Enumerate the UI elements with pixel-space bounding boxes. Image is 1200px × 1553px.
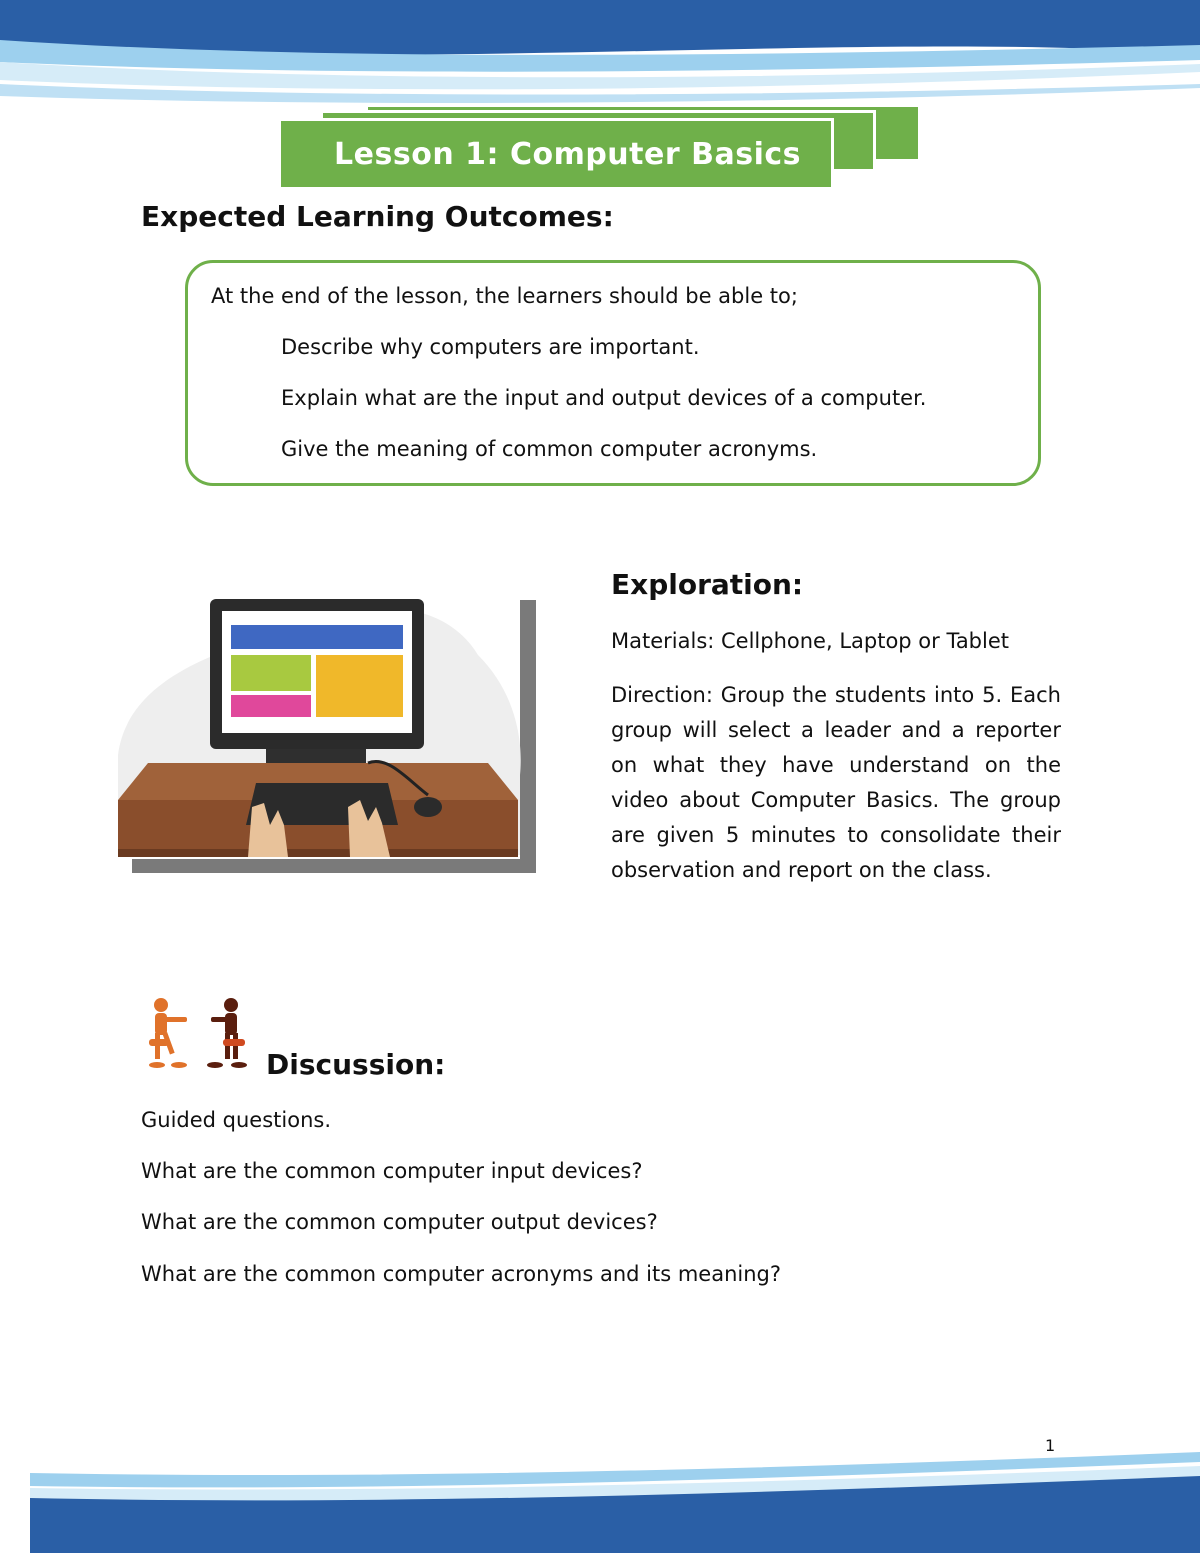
exploration-direction: Direction: Group the students into 5. Each group will select a leader and a reporter on what they have understand on the video about Computer Basics. The group are given 5 minutes to consolidate their observation and report on the class. bbox=[611, 683, 1061, 882]
discussion-figures-icon bbox=[143, 995, 253, 1071]
outcome-item: Give the meaning of common computer acronyms. bbox=[281, 437, 818, 461]
discussion-question: What are the common computer output devices? bbox=[141, 1210, 658, 1234]
page-number: 1 bbox=[1045, 1436, 1056, 1455]
outcomes-heading: Expected Learning Outcomes: bbox=[141, 200, 614, 233]
discussion-question: What are the common computer input devices? bbox=[141, 1159, 643, 1183]
exploration-heading: Exploration: bbox=[611, 568, 804, 601]
discussion-intro: Guided questions. bbox=[141, 1108, 332, 1132]
lesson-title: Lesson 1: Computer Basics bbox=[334, 136, 801, 172]
outcome-item: Explain what are the input and output devices of a computer. bbox=[281, 386, 927, 410]
exploration-materials: Materials: Cellphone, Laptop or Tablet bbox=[611, 629, 1010, 653]
discussion-heading: Discussion: bbox=[266, 1048, 446, 1081]
discussion-question: What are the common computer acronyms and its meaning? bbox=[141, 1262, 782, 1286]
footer-wave-band bbox=[0, 1448, 1200, 1553]
header-wave-band bbox=[0, 0, 1200, 110]
outcome-item: Describe why computers are important. bbox=[281, 335, 700, 359]
title-banner bbox=[278, 118, 834, 190]
outcomes-intro: At the end of the lesson, the learners should be able to; bbox=[211, 284, 798, 308]
computer-desk-illustration bbox=[118, 585, 538, 875]
